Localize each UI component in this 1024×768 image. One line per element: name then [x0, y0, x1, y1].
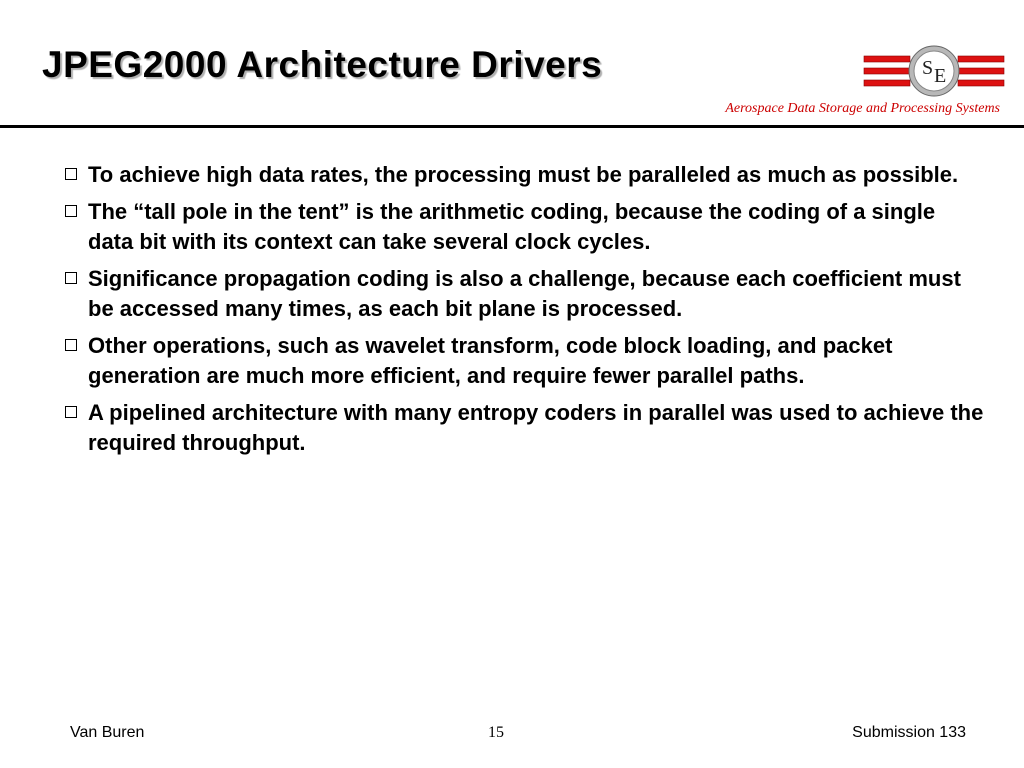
hollow-square-icon [65, 339, 77, 351]
header-divider [0, 125, 1024, 128]
bullet-text: Significance propagation coding is also a challenge, because each coefficient must be accessed many times, as each bit plane is processed. [88, 265, 961, 321]
hollow-square-icon [65, 406, 77, 418]
hollow-square-icon [65, 272, 77, 284]
footer-page-number: 15 [488, 724, 504, 741]
bullet-text: Other operations, such as wavelet transform, code block loading, and packet generation are much more efficient, and require fewer parallel paths. [88, 332, 893, 388]
bullet-item [64, 398, 984, 459]
company-tagline: Aerospace Data Storage and Processing Systems [725, 101, 1000, 116]
bullet-text: A pipelined architecture with many entropy coders in parallel was used to achieve the required throughput. [88, 399, 984, 455]
logo-letter-s: S [922, 57, 934, 79]
footer-author: Van Buren [70, 724, 145, 741]
bullet-item [64, 264, 984, 325]
footer-submission: Submission 133 [852, 724, 966, 741]
bullet-list [64, 160, 984, 465]
slide-title: JPEG2000 Architecture Drivers [42, 44, 603, 85]
se-logo-graphic [862, 44, 1006, 98]
hollow-square-icon [65, 205, 77, 217]
hollow-square-icon [65, 168, 77, 180]
bullet-item [64, 160, 984, 191]
bullet-item [64, 197, 984, 258]
bullet-text: To achieve high data rates, the processing must be paralleled as much as possible. [88, 162, 959, 187]
bullet-item [64, 331, 984, 392]
logo-letter-e: E [934, 65, 947, 87]
bullet-text: The “tall pole in the tent” is the arithmetic coding, because the coding of a single data bit with its context can take several clock cycles. [88, 198, 936, 254]
se-logo [862, 44, 1006, 98]
